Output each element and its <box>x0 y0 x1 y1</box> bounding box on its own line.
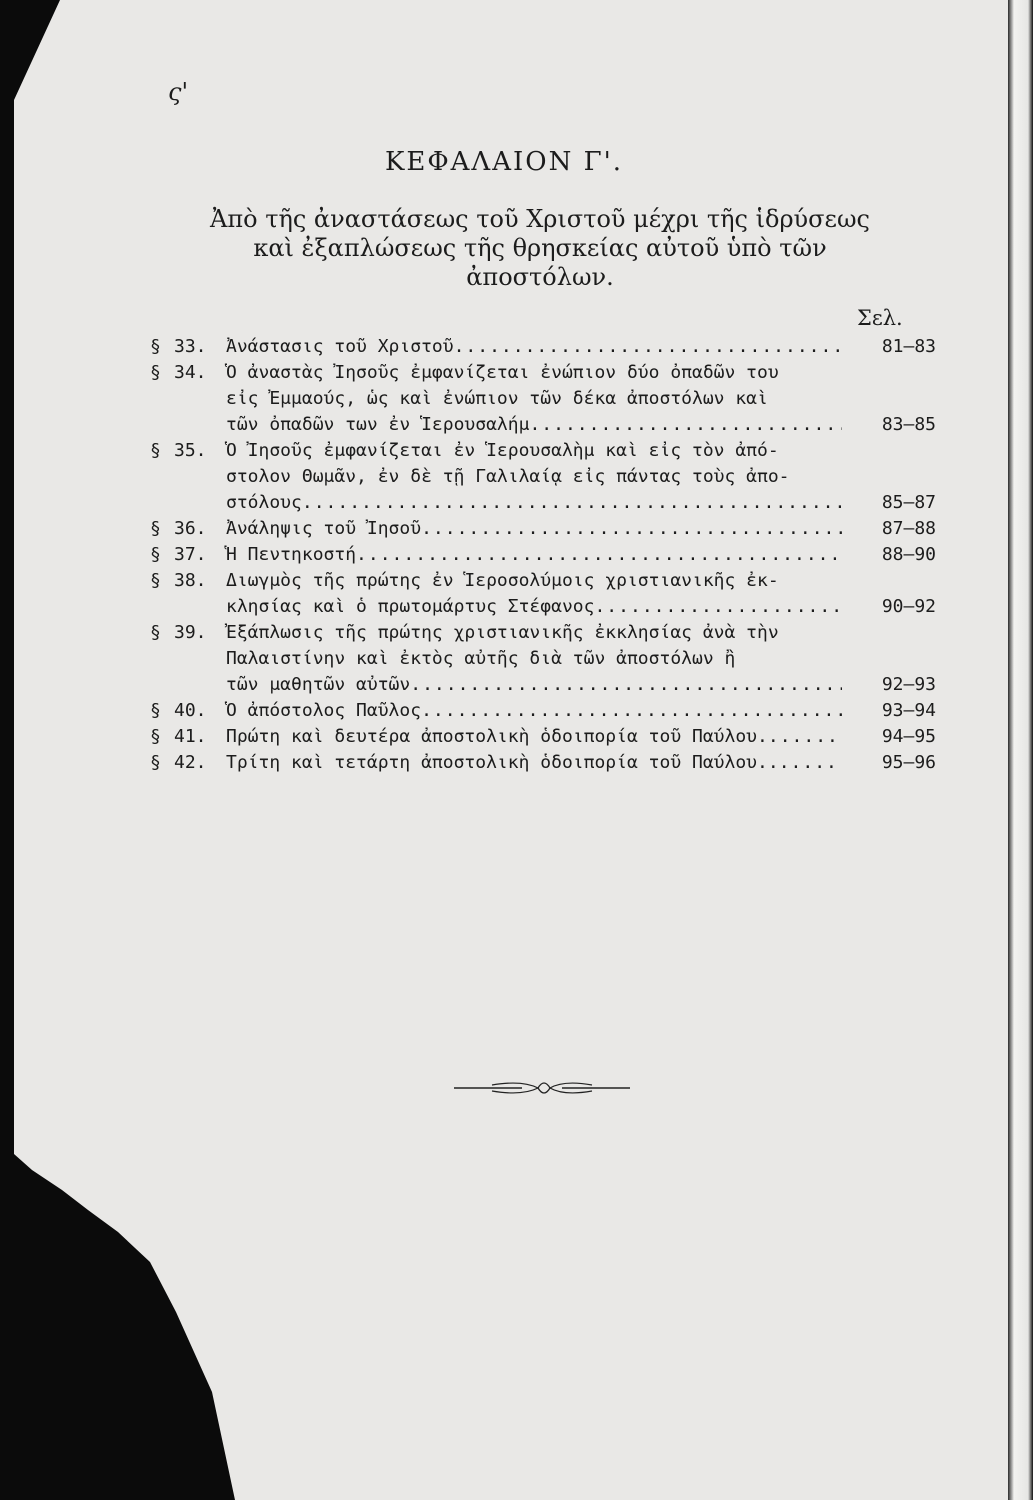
toc-line <box>150 750 940 776</box>
section-symbol: § <box>150 752 161 773</box>
entry-title-line: στολον Θωμᾶν, ἐν δὲ τῇ Γαλιλαίᾳ εἰς πάντας τοὺς ἀπο- <box>226 466 790 487</box>
entry-title-line: Τρίτη καὶ τετάρτη ἀποστολικὴ ὁδοιπορία τοῦ Παύλου.. <box>226 752 779 773</box>
binding-edge <box>1008 0 1033 1500</box>
dot-leader <box>768 724 842 750</box>
section-number: 33. <box>174 336 207 357</box>
toc-line <box>150 334 940 360</box>
section-symbol: § <box>150 622 161 643</box>
section-number: 42. <box>174 752 207 773</box>
toc-entry <box>150 568 940 620</box>
entry-title-line: Παλαιστίνην καὶ ἐκτὸς αὐτῆς διὰ τῶν ἀποστόλων ἢ <box>226 648 736 669</box>
toc-line <box>150 464 940 490</box>
toc-line <box>150 672 940 698</box>
toc-line <box>150 360 940 386</box>
section-number: 38. <box>174 570 207 591</box>
toc-entry <box>150 620 940 698</box>
section-number: 37. <box>174 544 207 565</box>
entry-title-line: κλησίας καὶ ὁ πρωτομάρτυς Στέφανος <box>226 596 595 617</box>
toc-line <box>150 490 940 516</box>
page-range: 90—92 <box>881 596 936 617</box>
subtitle-line: καὶ ἐξαπλώσεως τῆς θρησκείας αὐτοῦ ὑπὸ τῶν <box>253 234 827 262</box>
section-number: 41. <box>174 726 207 747</box>
section-symbol: § <box>150 518 161 539</box>
dot-leader <box>454 334 842 360</box>
chapter-title: ΚΕΦΑΛΑΙΟΝ Γ'. <box>384 147 624 177</box>
page-range: 88—90 <box>881 544 936 565</box>
section-number: 36. <box>174 518 207 539</box>
toc-entry <box>150 542 940 568</box>
toc-entry <box>150 750 940 776</box>
section-number: 39. <box>174 622 207 643</box>
entry-title-line: Ὁ ἀναστὰς Ἰησοῦς ἐμφανίζεται ἐνώπιον δύο ὀπαδῶν του <box>226 362 779 383</box>
toc-line <box>150 568 940 594</box>
section-symbol: § <box>150 544 161 565</box>
dot-leader <box>302 490 842 516</box>
section-symbol: § <box>150 700 161 721</box>
section-symbol: § <box>150 362 161 383</box>
section-number: 34. <box>174 362 207 383</box>
toc-entry <box>150 360 940 438</box>
pages-column-header: Σελ. <box>857 306 903 330</box>
page-range: 92—93 <box>881 674 936 695</box>
entry-title-line: Ἀνάστασις τοῦ Χριστοῦ <box>226 336 454 357</box>
table-of-contents <box>150 334 940 776</box>
page-range: 83—85 <box>881 414 936 435</box>
section-symbol: § <box>150 336 161 357</box>
entry-title-line: εἰς Ἐμμαούς, ὡς καὶ ἐνώπιον τῶν δέκα ἀποστόλων καὶ <box>226 388 768 409</box>
toc-entry <box>150 334 940 360</box>
entry-title-line: Ἀνάληψις τοῦ Ἰησοῦ <box>226 518 422 539</box>
entry-title-line: Ὁ Ἰησοῦς ἐμφανίζεται ἐν Ἱερουσαλὴμ καὶ εἰς τὸν ἀπό- <box>226 440 779 461</box>
toc-line <box>150 724 940 750</box>
ornament-divider <box>452 1076 632 1100</box>
page-range: 85—87 <box>881 492 936 513</box>
toc-line <box>150 646 940 672</box>
section-symbol: § <box>150 570 161 591</box>
section-symbol: § <box>150 726 161 747</box>
section-number: 40. <box>174 700 207 721</box>
toc-entry <box>150 438 940 516</box>
dot-leader <box>356 542 842 568</box>
toc-line <box>150 620 940 646</box>
entry-title-line: τῶν μαθητῶν αὐτῶν <box>226 674 411 695</box>
toc-line <box>150 516 940 542</box>
toc-line <box>150 438 940 464</box>
toc-line <box>150 698 940 724</box>
subtitle-line: Ἀπὸ τῆς ἀναστάσεως τοῦ Χριστοῦ μέχρι τῆς ἱδρύσεως <box>210 205 870 233</box>
entry-title-line: Ὁ ἀπόστολος Παῦλος <box>226 700 422 721</box>
dot-leader <box>529 412 842 438</box>
dot-leader <box>421 516 842 542</box>
entry-title-line: Πρώτη καὶ δευτέρα ἀποστολικὴ ὁδοιπορία τοῦ Παύλου. <box>226 726 768 747</box>
toc-entry <box>150 724 940 750</box>
section-symbol: § <box>150 440 161 461</box>
page-range: 87—88 <box>881 518 936 539</box>
entry-title-line: Ἐξάπλωσις τῆς πρώτης χριστιανικῆς ἐκκλησίας ἀνὰ τὴν <box>226 622 779 643</box>
page-range: 81—83 <box>881 336 936 357</box>
page-number: ς' <box>168 78 189 106</box>
chapter-subtitle <box>180 205 900 292</box>
page-range: 95—96 <box>881 752 936 773</box>
entry-title-line: τῶν ὀπαδῶν των ἐν Ἱερουσαλήμ <box>226 414 530 435</box>
entry-title-line: Ἡ Πεντηκοστή <box>226 544 357 565</box>
dot-leader <box>779 750 842 776</box>
entry-title-line: στόλους <box>226 492 302 513</box>
toc-entry <box>150 698 940 724</box>
entry-title-line: Διωγμὸς τῆς πρώτης ἐν Ἱεροσολύμοις χριστιανικῆς ἐκ- <box>226 570 779 591</box>
page-range: 94—95 <box>881 726 936 747</box>
toc-line <box>150 542 940 568</box>
toc-line <box>150 386 940 412</box>
toc-entry <box>150 516 940 542</box>
dot-leader <box>594 594 842 620</box>
dot-leader <box>410 672 842 698</box>
toc-line <box>150 412 940 438</box>
section-number: 35. <box>174 440 207 461</box>
page-range: 93—94 <box>881 700 936 721</box>
toc-line <box>150 594 940 620</box>
dot-leader <box>421 698 842 724</box>
subtitle-line: ἀποστόλων. <box>466 263 614 291</box>
